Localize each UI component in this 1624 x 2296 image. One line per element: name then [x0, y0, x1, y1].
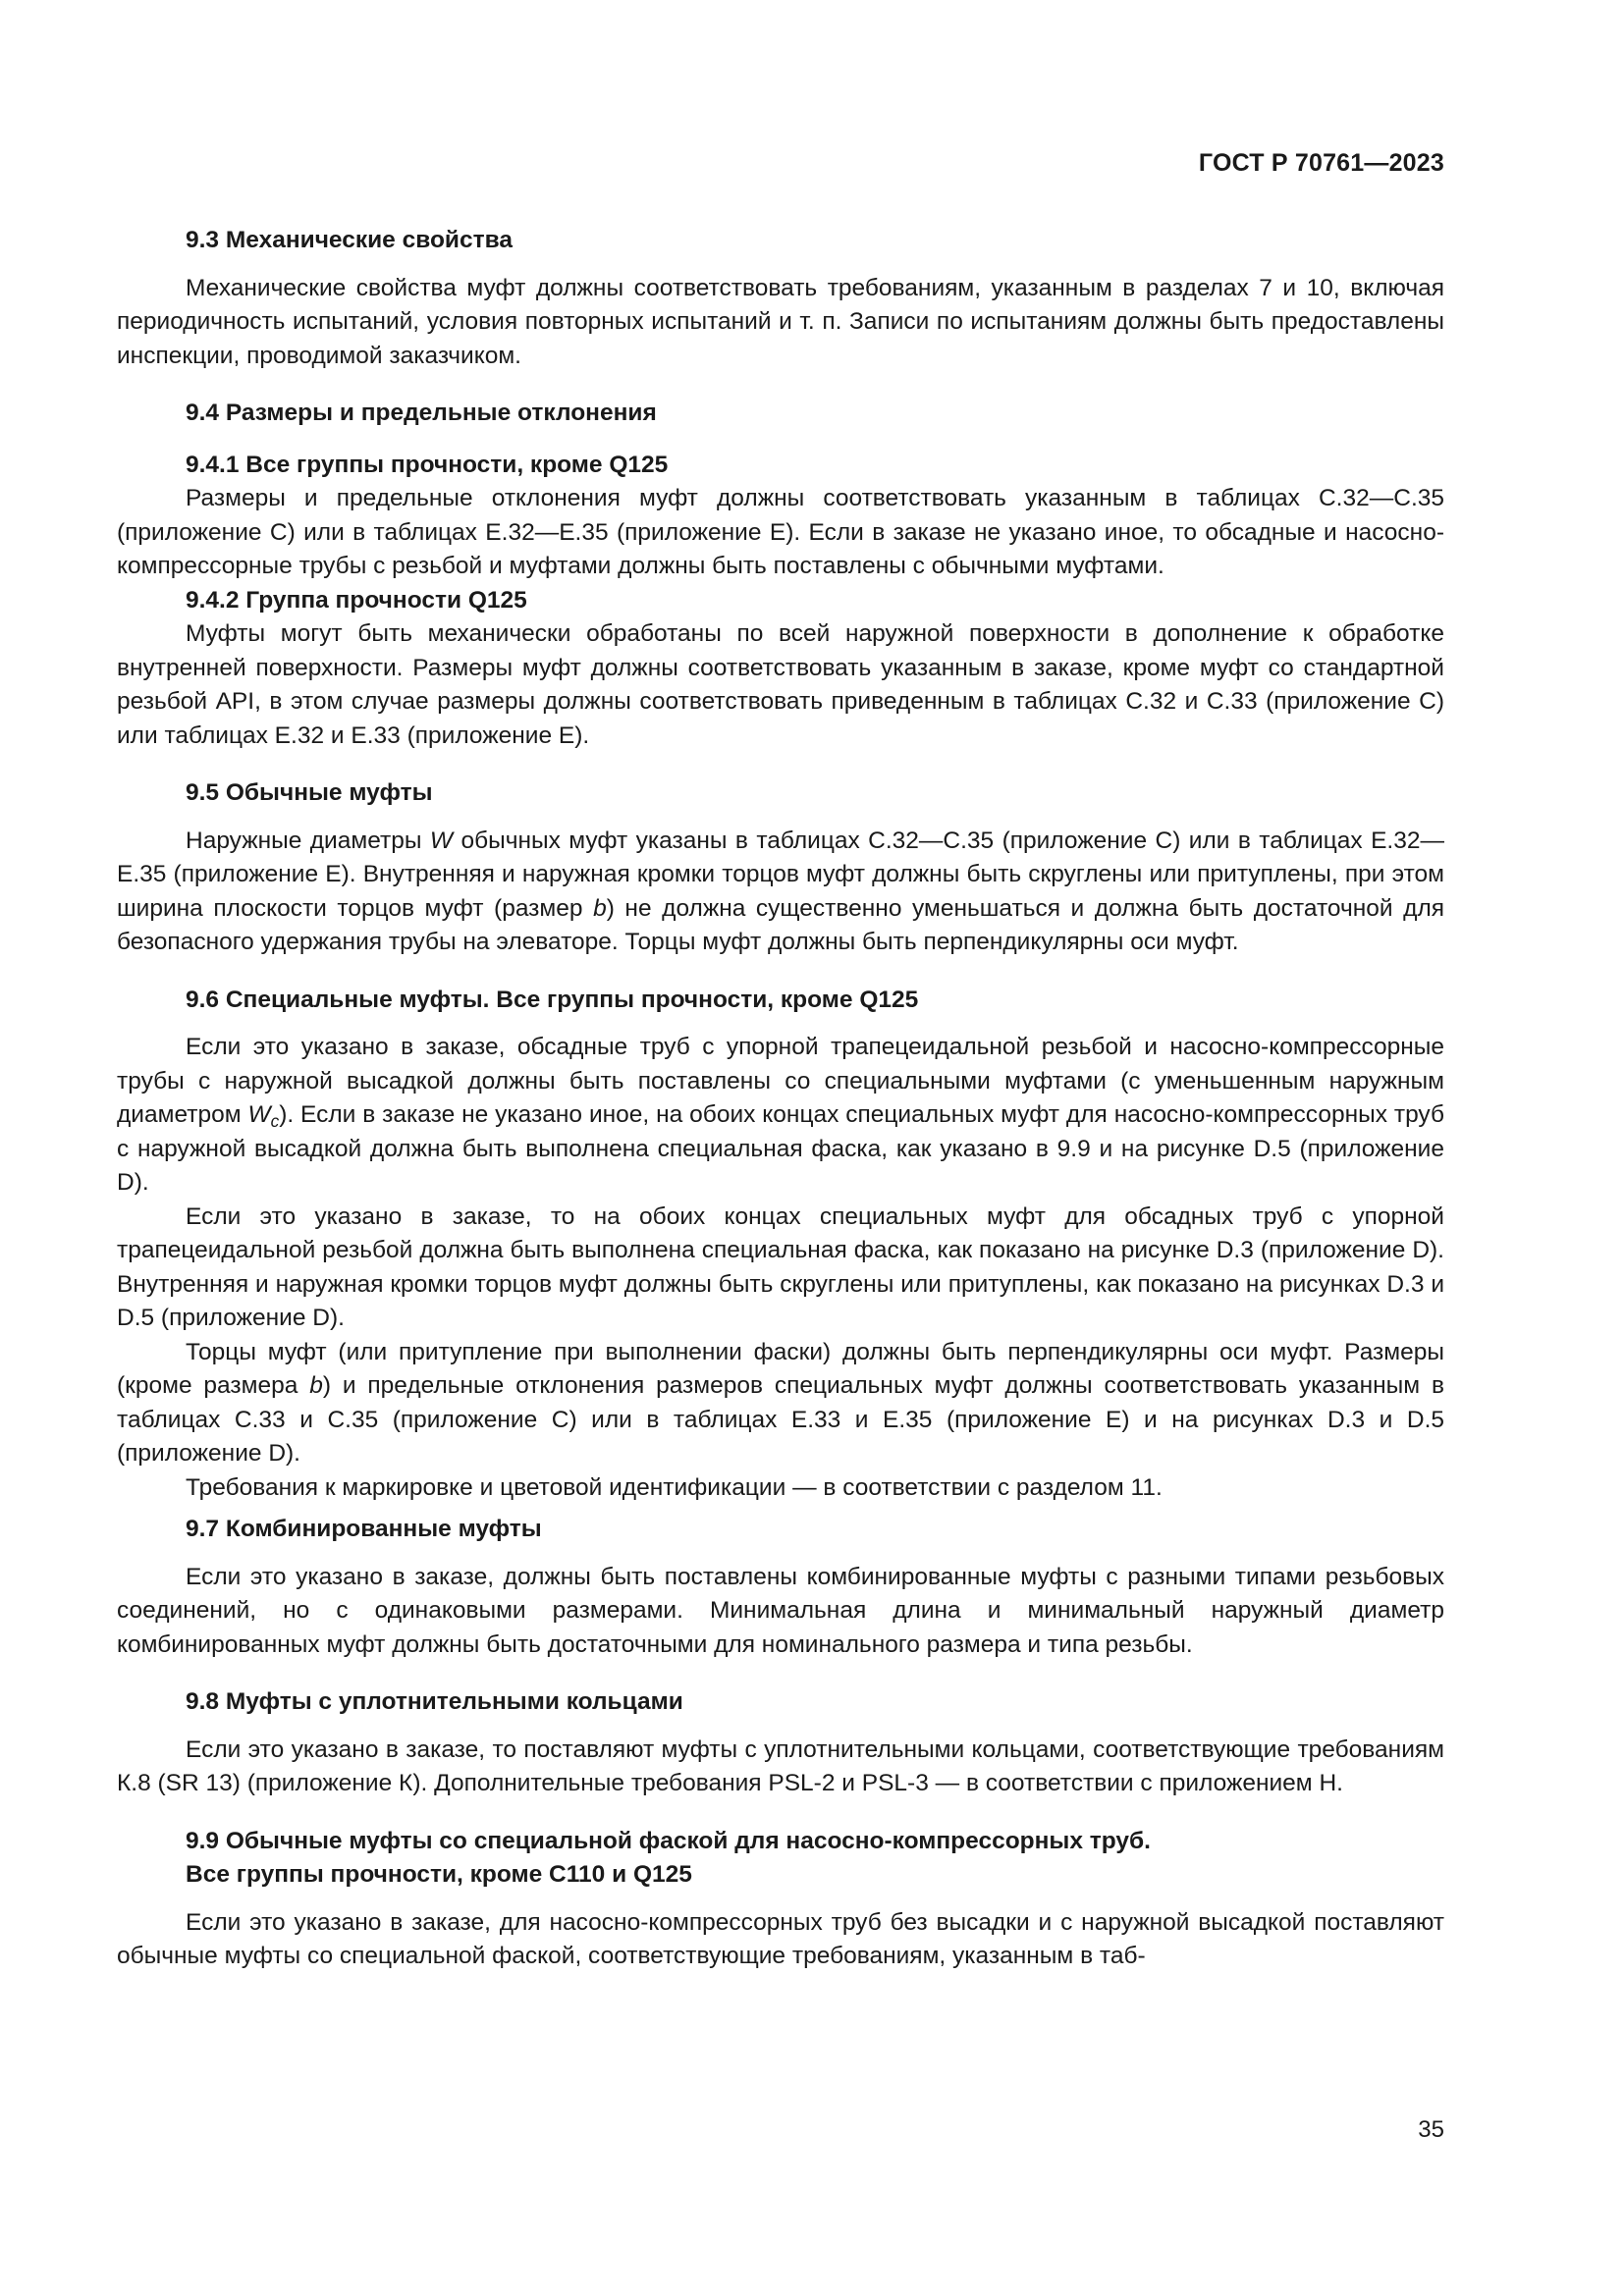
section-9-6-paragraph-3: Торцы муфт (или притупление при выполнении фаски) должны быть перпендикулярны оси муфт. Размеры (кроме размера b) и предельные отклонения размеров специальных муфт должны соответствовать указанным в таблицах С.33 и С.35 (приложение С) или в таблицах Е.33 и Е.35 (приложение Е) и на рисунках D.3 и D.5 (приложение D).	[117, 1338, 1444, 1467]
section-9-5-title: 9.5 Обычные муфты	[186, 779, 433, 806]
section-9-3-title: 9.3 Механические свойства	[186, 227, 513, 253]
page-number: 35	[1418, 2116, 1444, 2143]
variable-b: b	[309, 1372, 323, 1399]
section-9-6-paragraph-4: Требования к маркировке и цветовой идентификации — в соответствии с разделом 11.	[186, 1473, 1163, 1501]
variable-w: W	[429, 827, 454, 854]
page-body	[117, 224, 1444, 1974]
section-9-4-2-title: 9.4.2 Группа прочности Q125	[186, 586, 527, 614]
document-id-header: ГОСТ Р 70761—2023	[1198, 149, 1444, 177]
section-9-8-title: 9.8 Муфты с уплотнительными кольцами	[186, 1688, 683, 1715]
variable-b: b	[593, 894, 607, 922]
section-9-4-1-title: 9.4.1 Все группы прочности, кроме Q125	[186, 451, 669, 478]
section-9-7-paragraph: Если это указано в заказе, должны быть поставлены комбинированные муфты с разными типами резьбовых соединений, но с одинаковыми размерами. Минимальная длина и минимальный наружный диаметр комбинированных муфт должны быть достаточными для номинального размера и типа резьбы.	[117, 1563, 1444, 1658]
variable-wc: W	[247, 1101, 271, 1128]
section-9-3-paragraph: Механические свойства муфт должны соответствовать требованиям, указанным в разделах 7 и 10, включая периодичность испытаний, условия повторных испытаний и т. п. Записи по испытаниям должны быть предоставлены инспекции, проводимой заказчиком.	[117, 274, 1444, 369]
section-9-4-2-paragraph: Муфты могут быть механически обработаны по всей наружной поверхности в дополнение к обработке внутренней поверхности. Размеры муфт должны соответствовать указанным в заказе, кроме муфт со стандартной резьбой API, в этом случае размеры должны соответствовать приведенным в таблицах С.32 и С.33 (приложение С) или таблицах Е.32 и Е.33 (приложение Е).	[117, 620, 1444, 749]
section-9-9-title-line-2: Все группы прочности, кроме С110 и Q125	[186, 1861, 692, 1888]
section-9-8-paragraph: Если это указано в заказе, то поставляют муфты с уплотнительными кольцами, соответствующие требованиям К.8 (SR 13) (приложение К). Дополнительные требования PSL-2 и PSL-3 — в соответствии с приложением Н.	[117, 1735, 1444, 1796]
section-9-4-1-paragraph: Размеры и предельные отклонения муфт должны соответствовать указанным в таблицах С.32—С.35 (приложение С) или в таблицах Е.32—Е.35 (приложение Е). Если в заказе не указано иное, то обсадные и насосно-компрессорные трубы с резьбой и муфтами должны быть поставлены с обычными муфтами.	[117, 485, 1444, 579]
section-9-9-paragraph: Если это указано в заказе, для насосно-компрессорных труб без высадки и с наружной высадкой поставляют обычные муфты со специальной фаской, соответствующие требованиям, указанным в таб-	[117, 1908, 1444, 1969]
section-9-7-title: 9.7 Комбинированные муфты	[186, 1516, 542, 1542]
section-9-5-paragraph: Наружные диаметры W обычных муфт указаны в таблицах С.32—С.35 (приложение С) или в таблицах Е.32—Е.35 (приложение Е). Внутренняя и наружная кромки торцов муфт должны быть скруглены или притуплены, при этом ширина плоскости торцов муфт (размер b) не должна существенно уменьшаться и должна быть достаточной для безопасного удержания трубы на элеваторе. Торцы муфт должны быть перпендикулярны оси муфт.	[117, 827, 1445, 955]
section-9-6-paragraph-2: Если это указано в заказе, то на обоих концах специальных муфт для обсадных труб с упорной трапецеидальной резьбой должна быть выполнена специальная фаска, как показано на рисунке D.3 (приложение D). Внутренняя и наружная кромки торцов муфт должны быть скруглены или притуплены, как показано на рисунках D.3 и D.5 (приложение D).	[117, 1202, 1444, 1331]
section-9-4-title: 9.4 Размеры и предельные отклонения	[186, 400, 657, 426]
section-9-6-title: 9.6 Специальные муфты. Все группы прочности, кроме Q125	[186, 986, 919, 1013]
section-9-9-title-line-1: 9.9 Обычные муфты со специальной фаской для насосно-компрессорных труб.	[186, 1827, 1151, 1854]
section-9-6-paragraph-1: Если это указано в заказе, обсадные труб с упорной трапецеидальной резьбой и насосно-компрессорные трубы с наружной высадкой должны быть поставлены со специальными муфтами (с уменьшенным наружным диаметром $W_c$). Если в заказе не указано иное, на обоих концах специальных муфт для насосно-компрессорных труб с наружной высадкой должна быть выполнена специальная фаска, как указано в 9.9 и на рисунке D.5 (приложение D).	[117, 1034, 1444, 1196]
